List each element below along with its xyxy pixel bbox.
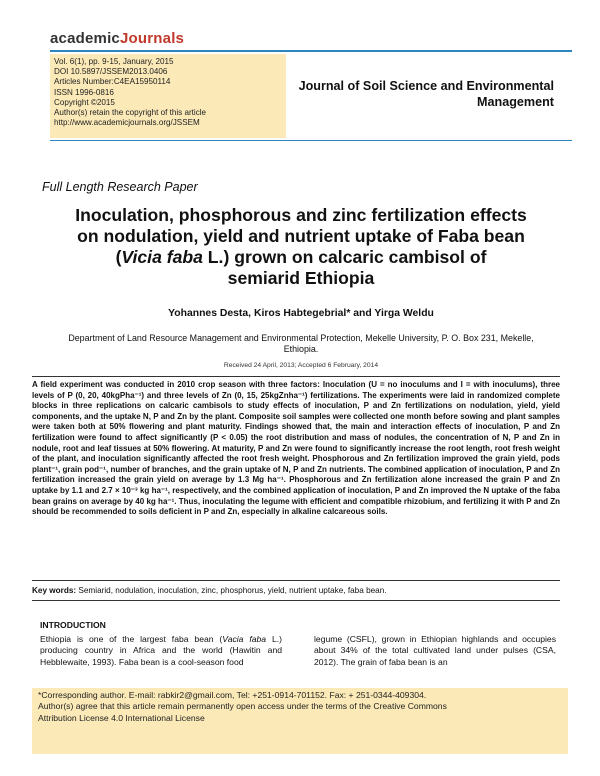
info-rights: Author(s) retain the copyright of this article — [54, 108, 207, 118]
keywords-rule — [32, 600, 560, 601]
title-line-3 — [40, 247, 562, 268]
article-type: Full Length Research Paper — [42, 180, 198, 194]
header-rule-bottom — [50, 140, 572, 141]
title-line-3-rest: L.) grown on calcaric cambisol of — [202, 247, 487, 267]
title-paren: ( — [115, 247, 122, 267]
authors: Yohannes Desta, Kiros Habtegebrial* and Yirga Weldu — [168, 308, 434, 319]
intro-left-species: Vacia faba — [222, 634, 267, 644]
info-volume: Vol. 6(1), pp. 9-15, January, 2015 — [54, 57, 174, 66]
info-doi: DOI 10.5897/JSSEM2013.0406 — [54, 67, 168, 77]
title-line-1: Inoculation, phosphorous and zinc fertilization effects — [75, 205, 527, 225]
affiliation: Department of Land Resource Management and Environmental Protection, Mekelle University, P. O. Box 231, Mekelle, Ethiopia. — [68, 333, 534, 355]
intro-left-b: L.) producing country in Africa and the world (Hawitin and Hebblewaite, 1993). Faba bean is a cool-season food — [40, 634, 282, 667]
abstract: A field experiment was conducted in 2010 crop season with three factors: Inoculation (U = no inoculums and I = with inoculums), three levels of P (0, 20, 40kgPha⁻¹) and three levels of Zn (0, 15, 25kgZnha⁻¹) fertilizations. The experiments were laid in randomized complete blocks in three replications on calcaric cambisols to study effects of inoculation, P and Zn fertilizations on nodulation, yield, yield components, and the uptake N, P and Zn by the plant. Composite soil samples were collected one month before sowing and plant samples were taken both at 50% flowering and plant maturity. Findings showed that, the main and interaction effects of inoculation, P and Zn fertilization were found to affect significantly (P < 0.05) the root distribution and mass of nodules, the concentration of N, P and Zn in nodule, root and leaf tissues at 50% flowering. At maturity, P and Zn were found to significantly increase the root length, root fresh weight of the plant, and inoculation significantly affected the root fresh weight. Phosphorous and Zn fertilization improved the grain yield, pods plant⁻¹, grain pod⁻¹, number of branches, and the grain uptake of N, P and Zn nutrients. The combined application of inoculation, P and Zn fertilization increased the grain yield on average by 1.3 Mg ha⁻¹. Phosphorous and Zn fertilization alone increased the grain P and Zn uptake by 1.1 and 2.7 × 10⁻³ kg ha⁻¹, respectively, and the combined application of inoculation, P and Zn improved the N uptake of the faba bean grains on average by 40 kg ha⁻¹. Thus, inoculating the legume with efficient and compatible rhizobium, and fertilizing it with P and Zn should be recommended to soils deficient in P and Zn, especially in alkaline calcareous soils. — [32, 380, 560, 517]
info-article-number: Articles Number:C4EA15950114 — [54, 77, 171, 87]
introduction-right-column: legume (CSFL), grown in Ethiopian highlands and occupies about 34% of the total cultivated land under pulses (CSA, 2012). The grain of faba bean is an — [314, 634, 556, 667]
journal-title: Journal of Soil Science and Environmental Management — [298, 79, 554, 109]
license-line-1: Author(s) agree that this article remain permanently open access under the terms of the Creative Commons — [38, 701, 447, 712]
keywords-text: Semiarid, nodulation, inoculation, zinc, phosphorus, yield, nutrient uptake, faba bean. — [76, 586, 387, 595]
publisher-logo — [50, 30, 184, 47]
title-species: Vicia faba — [121, 247, 203, 267]
header-rule — [50, 50, 572, 52]
logo-part-academic: academic — [50, 30, 120, 47]
received-dates: Received 24 April, 2013; Accepted 6 February, 2014 — [223, 362, 379, 369]
info-url[interactable]: http://www.academicjournals.org/JSSEM — [54, 118, 200, 128]
keywords — [32, 586, 560, 596]
article-info-box — [50, 54, 286, 138]
logo-part-journals: Journals — [119, 30, 185, 47]
info-issn: ISSN 1996-0816 — [54, 87, 114, 97]
introduction-left-column — [40, 634, 282, 668]
abstract-rule-bottom — [32, 580, 560, 581]
title-line-4: semiarid Ethiopia — [227, 268, 375, 288]
license-line-2[interactable]: Attribution License 4.0 International License — [38, 712, 205, 723]
introduction-heading: INTRODUCTION — [40, 620, 106, 630]
corresponding-author: *Corresponding author. E-mail: rabkir2@gmail.com, Tel: +251-0914-701152. Fax: + 251-0344-409304. — [38, 690, 427, 700]
abstract-rule-top — [32, 376, 560, 377]
footer-box — [32, 688, 568, 754]
paper-title — [40, 205, 562, 289]
info-copyright: Copyright ©2015 — [54, 97, 115, 107]
title-line-2: on nodulation, yield and nutrient uptake of Faba bean — [77, 226, 525, 246]
keywords-label: Key words: — [32, 586, 77, 595]
intro-left-a: Ethiopia is one of the largest faba bean ( — [40, 634, 223, 644]
